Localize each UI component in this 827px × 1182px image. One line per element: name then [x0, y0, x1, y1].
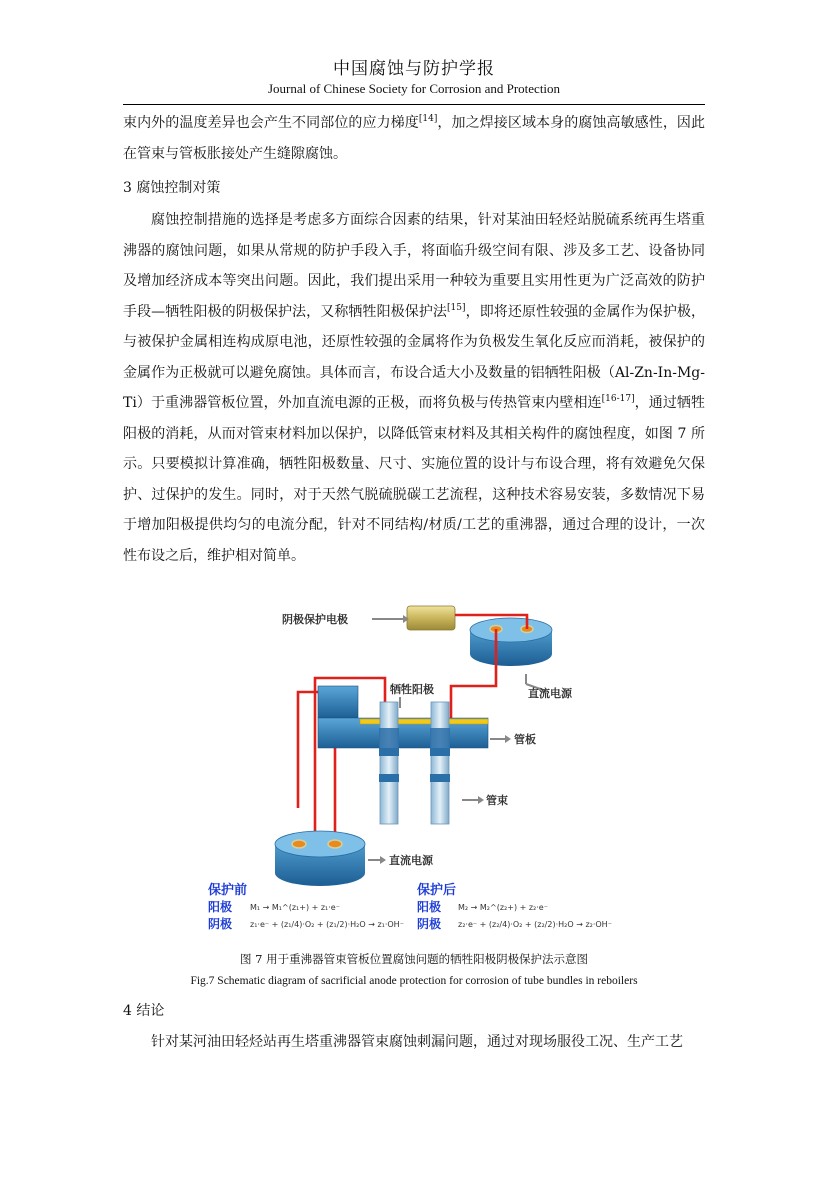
- section-4-title: 4 结论: [123, 1003, 165, 1019]
- after-protection-title: 保护后: [417, 883, 457, 898]
- figure-caption-en: Fig.7 Schematic diagram of sacrificial anode protection for corrosion of tube bundles in reboilers: [190, 975, 638, 987]
- section-3-paragraph: [123, 205, 705, 571]
- label-sacrificial-anode: 牺牲阳极: [390, 683, 434, 696]
- after-anode-label: 阳极: [417, 900, 442, 914]
- cathode-protection-electrode: [407, 606, 455, 630]
- section-3-title: 3 腐蚀控制对策: [123, 180, 221, 196]
- label-tube-plate: 管板: [514, 733, 536, 746]
- before-anode-label: 阳极: [208, 900, 233, 914]
- journal-title-cn: 中国腐蚀与防护学报: [333, 59, 495, 79]
- after-anode-equation: M₂ → M₂^(z₂+) + z₂·e⁻: [458, 903, 548, 912]
- after-cathode-equation: z₂·e⁻ + (z₂/4)·O₂ + (z₂/2)·H₂O → z₂·OH⁻: [458, 920, 612, 929]
- citation-14[interactable]: [14]: [418, 114, 438, 124]
- after-cathode-label: 阴极: [417, 917, 442, 931]
- label-cathode-electrode: 阴极保护电极: [282, 613, 348, 626]
- dc-power-supply-bottom: [275, 831, 365, 886]
- intro-text-1: 束内外的温度差异也会产生不同部位的应力梯度: [123, 115, 419, 131]
- figure-7-diagram: [200, 598, 640, 938]
- section-4-paragraph: [123, 1027, 705, 1058]
- intro-text-2: ，加之焊接区域本身的腐蚀高敏感性，因此在管束与管板胀接处产生缝隙腐蚀。: [123, 115, 706, 162]
- section3-text-b: ，即将还原性较强的金属作为保护极，与被保护金属相连构成原电池，还原性较强的金属将作为负极发生氧化反应而消耗，被保护的金属作为正极就可以避免腐蚀。具体而言，布设合适大小及数量的铝牺牲阳极（Al-Zn-In-Mg-Ti）于重沸器管板位置，外加直流电源的正极，而将负极与传热管束内壁相连: [123, 303, 706, 411]
- citation-16-17[interactable]: [16-17]: [601, 394, 635, 404]
- citation-15[interactable]: [15]: [447, 302, 466, 313]
- before-anode-equation: M₁ → M₁^(z₁+) + z₁·e⁻: [250, 903, 340, 912]
- before-cathode-equation: z₁·e⁻ + (z₁/4)·O₂ + (z₁/2)·H₂O → z₁·OH⁻: [250, 920, 404, 929]
- journal-title-en: Journal of Chinese Society for Corrosion and Protection: [267, 81, 561, 96]
- intro-paragraph: [123, 108, 705, 169]
- page-header: [123, 58, 705, 97]
- figure-caption-cn: 图 7 用于重沸器管束管板位置腐蚀问题的牺牲阳极阴极保护法示意图: [239, 952, 589, 966]
- section3-text-a: 腐蚀控制措施的选择是考虑多方面综合因素的结果，针对某油田轻烃站脱硫系统再生塔重沸器的腐蚀问题，如果从常规的防护手段入手，将面临升级空间有限、涉及多工艺、设备协同及增加经济成本等突出问题。因此，我们提出采用一种较为重要且实用性更为广泛高效的防护手段—牺牲阳极的阴极保护法，又称牺牲阳极保护法: [123, 212, 705, 320]
- section3-text-c: ，通过牺牲阳极的消耗，从而对管束材料加以保护，以降低管束材料及其相关构件的腐蚀程度，如图 7 所示。只要模拟计算准确，牺牲阳极数量、尺寸、实施位置的设计与布设合理，将有效避免欠保护、过保护的发生。同时，对于天然气脱硫脱碳工艺流程，这种技术容易安装，多数情况下易于增加阳极提供均匀的电流分配，针对不同结构/材质/工艺的重沸器，通过合理的设计，一次性布设之后，维护相对简单。: [123, 395, 705, 564]
- before-cathode-label: 阴极: [208, 917, 233, 931]
- label-dc-power-bottom: 直流电源: [389, 854, 433, 867]
- label-dc-power-top: 直流电源: [528, 687, 572, 700]
- before-protection-title: 保护前: [208, 883, 248, 898]
- dc-power-supply-top: [470, 618, 552, 666]
- header-rule: [123, 104, 705, 105]
- section4-text: 针对某河油田轻烃站再生塔重沸器管束腐蚀刺漏问题，通过对现场服役工况、生产工艺: [151, 1034, 683, 1050]
- label-tube-bundle: 管束: [486, 794, 508, 807]
